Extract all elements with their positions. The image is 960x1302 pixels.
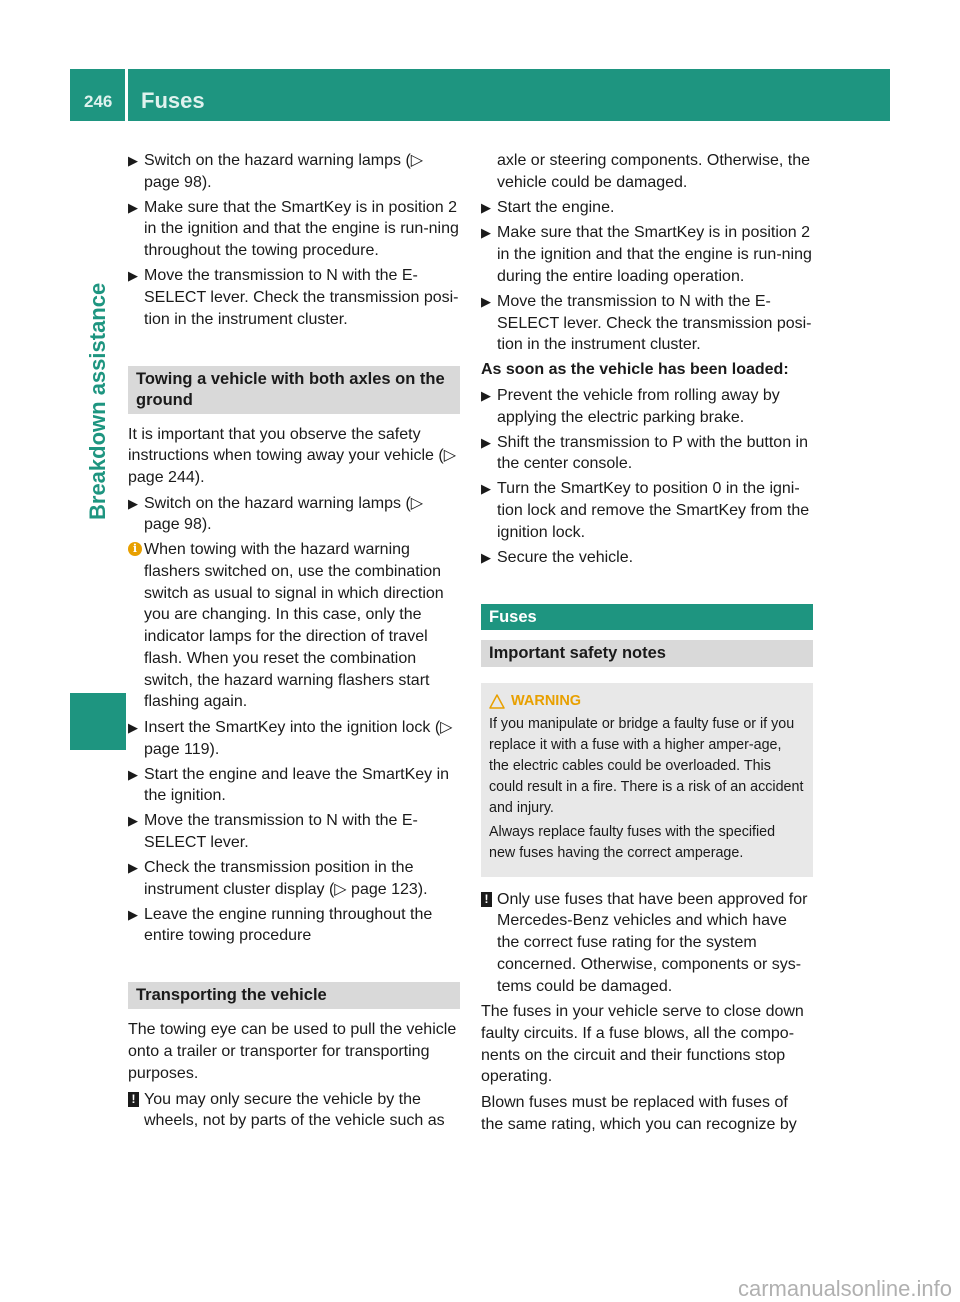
step-arrow-icon: ▶ xyxy=(128,719,138,735)
warning-text: Always replace faulty fuses with the specified new fuses having the correct amperage. xyxy=(489,823,776,861)
step-arrow-icon: ▶ xyxy=(128,268,138,284)
step-text: Move the transmission to N with the E-SELECT lever. xyxy=(144,812,418,852)
step-arrow-icon: ▶ xyxy=(128,860,138,876)
step-text: Leave the engine running throughout the entire towing procedure xyxy=(144,905,433,945)
step-arrow-icon: ▶ xyxy=(481,481,491,497)
watermark: carmanualsonline.info xyxy=(737,1276,952,1301)
info-note-text: When towing with the hazard warning flashers switched on, use the combination switch as usual to signal in which direction you are changing. In this case, only the indicator lamps for the direction of travel flash. When you reset the combination switch, the hazard warning flashers start flashing again. xyxy=(144,541,444,711)
step xyxy=(481,547,813,569)
section-intro: It is important that you observe the safety instructions when towing away your vehicle (▷ page 244). xyxy=(128,425,457,486)
warning-box xyxy=(481,683,813,877)
step xyxy=(481,432,813,475)
step-text: Make sure that the SmartKey is in position 2 in the ignition and that the engine is run-ning during the entire loading operation. xyxy=(497,224,812,285)
step-text: Insert the SmartKey into the ignition lock (▷ page 119). xyxy=(144,718,453,758)
step-arrow-icon: ▶ xyxy=(128,495,138,511)
step-text: Check the transmission position in the instrument cluster display (▷ page 123). xyxy=(144,859,428,898)
step xyxy=(128,197,460,262)
step-arrow-icon: ▶ xyxy=(481,200,491,216)
fuses-heading: Fuses xyxy=(481,604,813,630)
info-note xyxy=(128,539,460,713)
warning-label: WARNING xyxy=(511,692,582,709)
caution-note xyxy=(128,1089,460,1132)
step-text: Secure the vehicle. xyxy=(497,548,634,566)
step-arrow-icon: ▶ xyxy=(128,199,138,215)
info-icon: i xyxy=(128,542,142,556)
caution-note-text: You may only secure the vehicle by the wheels, not by parts of the vehicle such as xyxy=(144,1090,445,1130)
step-text: Start the engine. xyxy=(497,199,615,217)
section-intro: The towing eye can be used to pull the vehicle onto a trailer or transporter for transporting purposes. xyxy=(128,1021,457,1082)
section-heading-transporting: Transporting the vehicle xyxy=(128,982,460,1009)
exclamation-icon: ! xyxy=(128,1092,139,1107)
step xyxy=(481,222,813,287)
caution-note-text: Only use fuses that have been approved for Mercedes-Benz vehicles and which have the correct fuse rating for the system concerned. Otherwise, components or sys-tems could be damaged. xyxy=(497,890,808,995)
step-arrow-icon: ▶ xyxy=(481,434,491,450)
safety-notes-heading: Important safety notes xyxy=(481,640,813,667)
step-arrow-icon: ▶ xyxy=(481,549,491,565)
step-text: Turn the SmartKey to position 0 in the igni-tion lock and remove the SmartKey from the ignition lock. xyxy=(497,480,810,541)
side-tab-label: Breakdown assistance xyxy=(85,282,110,520)
step xyxy=(481,385,813,428)
step-text: Make sure that the SmartKey is in position 2 in the ignition and that the engine is run-ning throughout the towing procedure. xyxy=(144,198,459,260)
header-divider xyxy=(125,69,128,121)
step-text: Start the engine and leave the SmartKey in the ignition. xyxy=(144,765,450,805)
step-arrow-icon: ▶ xyxy=(128,153,138,168)
step xyxy=(481,291,813,356)
step-text: Switch on the hazard warning lamps (▷ page 98). xyxy=(144,152,424,191)
exclamation-icon: ! xyxy=(481,892,492,907)
body-paragraph: The fuses in your vehicle serve to close down faulty circuits. If a fuse blows, all the compo-nents on the circuit and their functions stop operating. xyxy=(481,1003,804,1086)
page-number: 246 xyxy=(84,92,113,111)
page-title: Fuses xyxy=(141,88,205,113)
loaded-subheading: As soon as the vehicle has been loaded: xyxy=(481,361,789,379)
warning-triangle-icon xyxy=(489,694,505,709)
body-paragraph: Blown fuses must be replaced with fuses of the same rating, which you can recognize by xyxy=(481,1094,797,1133)
step-text: Switch on the hazard warning lamps (▷ page 98). xyxy=(144,494,424,534)
side-tab-block xyxy=(70,693,126,750)
step xyxy=(128,904,460,947)
step-text: Move the transmission to N with the E-SELECT lever. Check the transmission posi-tion in the instrument cluster. xyxy=(144,267,459,328)
warning-title xyxy=(489,691,805,712)
caution-note xyxy=(481,889,813,998)
step xyxy=(128,265,460,330)
step-arrow-icon: ▶ xyxy=(481,225,491,241)
step xyxy=(481,197,813,219)
step-arrow-icon: ▶ xyxy=(128,906,138,922)
step-text: Prevent the vehicle from rolling away by applying the electric parking brake. xyxy=(497,386,780,426)
right-column xyxy=(481,150,813,1139)
step-text: Move the transmission to N with the E-SELECT lever. Check the transmission posi-tion in the instrument cluster. xyxy=(497,292,812,354)
warning-text: If you manipulate or bridge a faulty fuse or if you replace it with a fuse with a higher amper-age, the electric cables could be overloaded. This could result in a fire. There is a risk of an accident and injury. xyxy=(489,715,804,816)
step xyxy=(128,150,460,193)
step xyxy=(128,857,460,900)
continued-text: axle or steering components. Otherwise, the vehicle could be damaged. xyxy=(497,152,811,191)
step-arrow-icon: ▶ xyxy=(128,766,138,782)
step-arrow-icon: ▶ xyxy=(128,813,138,829)
section-heading-towing: Towing a vehicle with both axles on the ground xyxy=(128,366,460,414)
step xyxy=(128,717,460,760)
step-text: Shift the transmission to P with the button in the center console. xyxy=(497,433,808,473)
step xyxy=(128,493,460,536)
step-arrow-icon: ▶ xyxy=(481,293,491,309)
left-column xyxy=(128,150,460,1136)
step xyxy=(128,810,460,853)
step xyxy=(481,478,813,543)
step xyxy=(128,764,460,807)
step-arrow-icon: ▶ xyxy=(481,387,491,403)
